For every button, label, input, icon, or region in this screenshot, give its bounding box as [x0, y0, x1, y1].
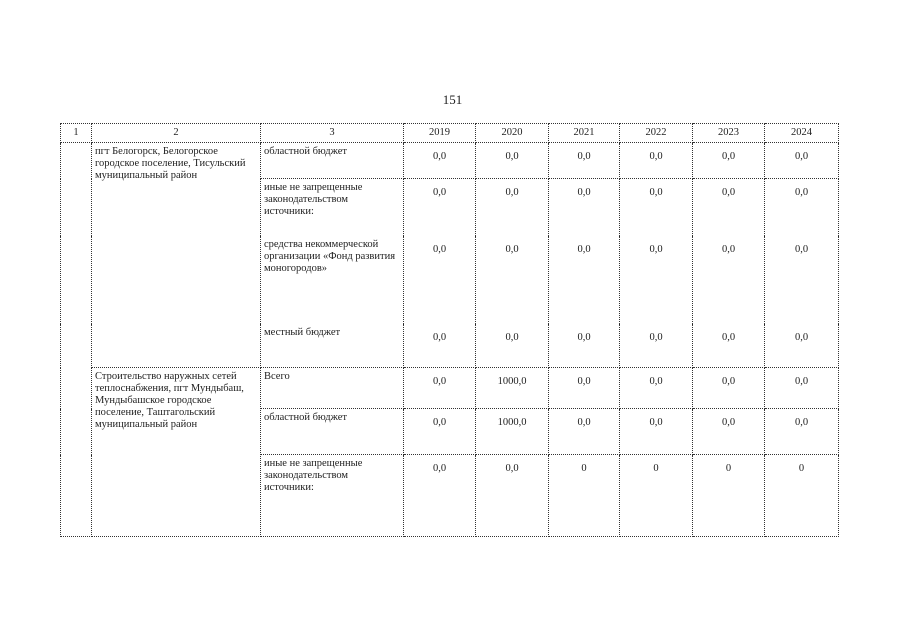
- value-cell: 0,0: [549, 143, 620, 179]
- value-cell: 0,0: [620, 236, 693, 324]
- value-cell: 0,0: [549, 409, 620, 455]
- value-cell: 0,0: [620, 409, 693, 455]
- value-cell: 0: [549, 455, 620, 537]
- funding-source-cell: иные не запрещенные законодательством источники:: [261, 455, 404, 537]
- header-cell-2023: 2023: [693, 124, 765, 143]
- value-cell: 0,0: [404, 236, 476, 324]
- value-cell: 0: [765, 455, 839, 537]
- value-cell: 0,0: [765, 236, 839, 324]
- value-cell: 0,0: [549, 179, 620, 236]
- value-cell: 0,0: [404, 455, 476, 537]
- header-cell-2022: 2022: [620, 124, 693, 143]
- value-cell: 0,0: [404, 409, 476, 455]
- value-cell: 0,0: [620, 179, 693, 236]
- value-cell: 0,0: [404, 368, 476, 409]
- value-cell: 0,0: [476, 179, 549, 236]
- value-cell: 0,0: [765, 179, 839, 236]
- value-cell: 0,0: [404, 179, 476, 236]
- value-cell: 0,0: [765, 324, 839, 368]
- value-cell: 0,0: [476, 143, 549, 179]
- table-row: [61, 143, 839, 179]
- value-cell: 0,0: [765, 368, 839, 409]
- value-cell: 0,0: [693, 179, 765, 236]
- funding-source-cell: областной бюджет: [261, 409, 404, 455]
- table-header-row: [61, 124, 839, 143]
- header-cell-2021: 2021: [549, 124, 620, 143]
- value-cell: 0,0: [404, 324, 476, 368]
- header-cell-col1: 1: [61, 124, 92, 143]
- value-cell: 0,0: [693, 143, 765, 179]
- object-name-cell: Строительство наружных сетей теплоснабжения, пгт Мундыбаш, Мундыбашское городское поселение, Таштагольский муниципальный район: [92, 368, 261, 537]
- value-cell: 0,0: [549, 368, 620, 409]
- value-cell: 0,0: [693, 324, 765, 368]
- value-cell: 1000,0: [476, 368, 549, 409]
- header-cell-2024: 2024: [765, 124, 839, 143]
- funding-source-cell: иные не запрещенные законодательством источники:: [261, 179, 404, 236]
- value-cell: 0: [620, 455, 693, 537]
- value-cell: 0,0: [549, 236, 620, 324]
- page-number: 151: [442, 92, 463, 107]
- funding-source-cell: областной бюджет: [261, 143, 404, 179]
- index-cell: [61, 143, 92, 537]
- value-cell: 0,0: [693, 236, 765, 324]
- funding-source-cell: средства некоммерческой организации «Фонд развития моногородов»: [261, 236, 404, 324]
- value-cell: 1000,0: [476, 409, 549, 455]
- header-cell-2020: 2020: [476, 124, 549, 143]
- funding-source-cell: Всего: [261, 368, 404, 409]
- budget-table: [60, 123, 839, 537]
- value-cell: 0: [693, 455, 765, 537]
- header-cell-2019: 2019: [404, 124, 476, 143]
- funding-source-cell: местный бюджет: [261, 324, 404, 368]
- value-cell: 0,0: [620, 324, 693, 368]
- value-cell: 0,0: [549, 324, 620, 368]
- value-cell: 0,0: [693, 368, 765, 409]
- value-cell: 0,0: [620, 143, 693, 179]
- value-cell: 0,0: [765, 409, 839, 455]
- value-cell: 0,0: [620, 368, 693, 409]
- value-cell: 0,0: [476, 324, 549, 368]
- table-row: [61, 368, 839, 409]
- header-cell-col3: 3: [261, 124, 404, 143]
- value-cell: 0,0: [404, 143, 476, 179]
- value-cell: 0,0: [476, 455, 549, 537]
- value-cell: 0,0: [765, 143, 839, 179]
- value-cell: 0,0: [693, 409, 765, 455]
- header-cell-col2: 2: [92, 124, 261, 143]
- object-name-cell: пгт Белогорск, Белогорское городское поселение, Тисульский муниципальный район: [92, 143, 261, 368]
- value-cell: 0,0: [476, 236, 549, 324]
